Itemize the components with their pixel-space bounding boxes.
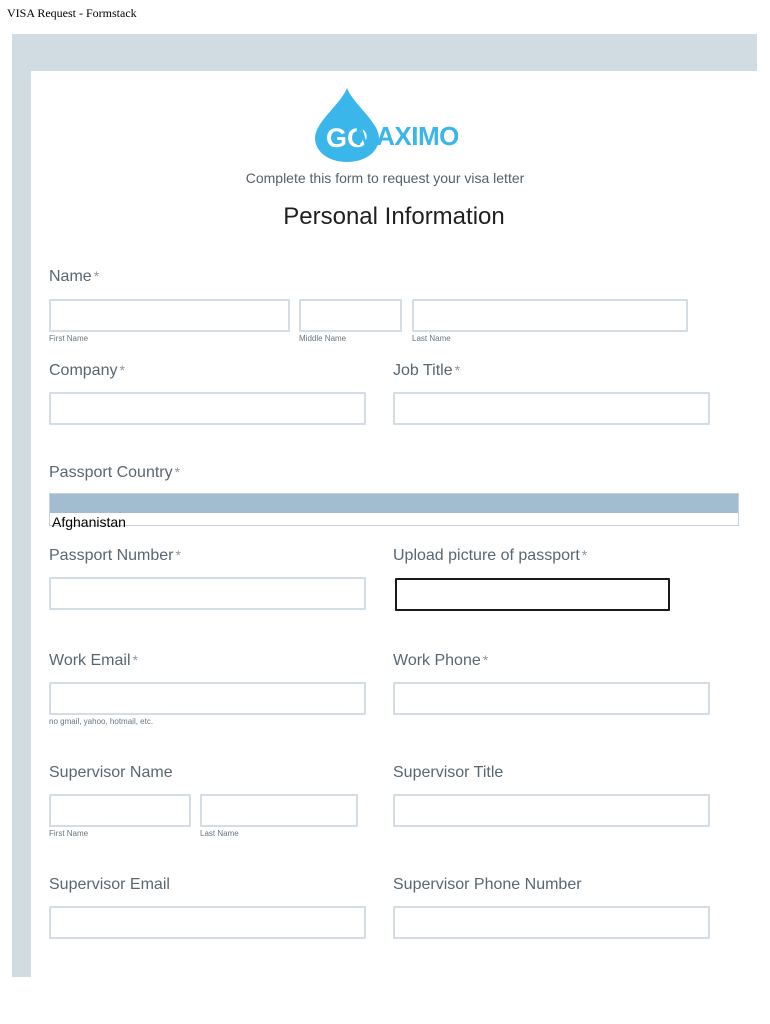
window-title: VISA Request - Formstack [7, 6, 137, 20]
supervisor-first-name-sublabel: First Name [49, 829, 89, 838]
form-subtitle: Complete this form to request your visa letter [245, 170, 525, 186]
supervisor-last-name-sublabel: Last Name [200, 829, 239, 838]
passport-country-select[interactable] [49, 493, 739, 530]
middle-name-input[interactable] [299, 299, 402, 332]
company-input[interactable] [49, 392, 366, 425]
work-email-label: Work Email * [49, 652, 138, 669]
supervisor-title-input[interactable] [393, 794, 710, 827]
company-label: Company * [49, 362, 125, 379]
job-title-input[interactable] [393, 392, 710, 425]
upload-passport-input[interactable] [395, 578, 670, 611]
supervisor-last-name-input[interactable] [200, 794, 358, 827]
supervisor-name-label: Supervisor Name [49, 764, 173, 781]
supervisor-first-name-input[interactable] [49, 794, 191, 827]
logo-text: MAXIMO [355, 121, 459, 151]
supervisor-phone-label: Supervisor Phone Number [393, 876, 582, 893]
passport-number-label: Passport Number * [49, 547, 181, 564]
work-phone-label: Work Phone * [393, 652, 489, 669]
job-title-label: Job Title * [393, 362, 461, 379]
upload-passport-label: Upload picture of passport * [393, 547, 588, 564]
supervisor-email-label: Supervisor Email [49, 876, 170, 893]
first-name-sublabel: First Name [49, 334, 89, 343]
passport-number-input[interactable] [49, 577, 366, 610]
last-name-sublabel: Last Name [412, 334, 451, 343]
supervisor-phone-input[interactable] [393, 906, 710, 939]
name-label: Name * [49, 268, 100, 285]
svg-text:GO: GO [325, 123, 369, 153]
work-phone-input[interactable] [393, 682, 710, 715]
section-title: Personal Information [283, 203, 505, 230]
supervisor-email-input[interactable] [49, 906, 366, 939]
last-name-input[interactable] [412, 299, 688, 332]
work-email-input[interactable] [49, 682, 366, 715]
supervisor-title-label: Supervisor Title [393, 764, 504, 781]
select-highlight-bar [50, 494, 738, 513]
work-email-hint: no gmail, yahoo, hotmail, etc. [49, 717, 154, 726]
passport-country-label: Passport Country * [49, 464, 181, 481]
first-name-input[interactable] [49, 299, 290, 332]
middle-name-sublabel: Middle Name [299, 334, 347, 343]
passport-country-selected: Afghanistan [52, 514, 126, 530]
